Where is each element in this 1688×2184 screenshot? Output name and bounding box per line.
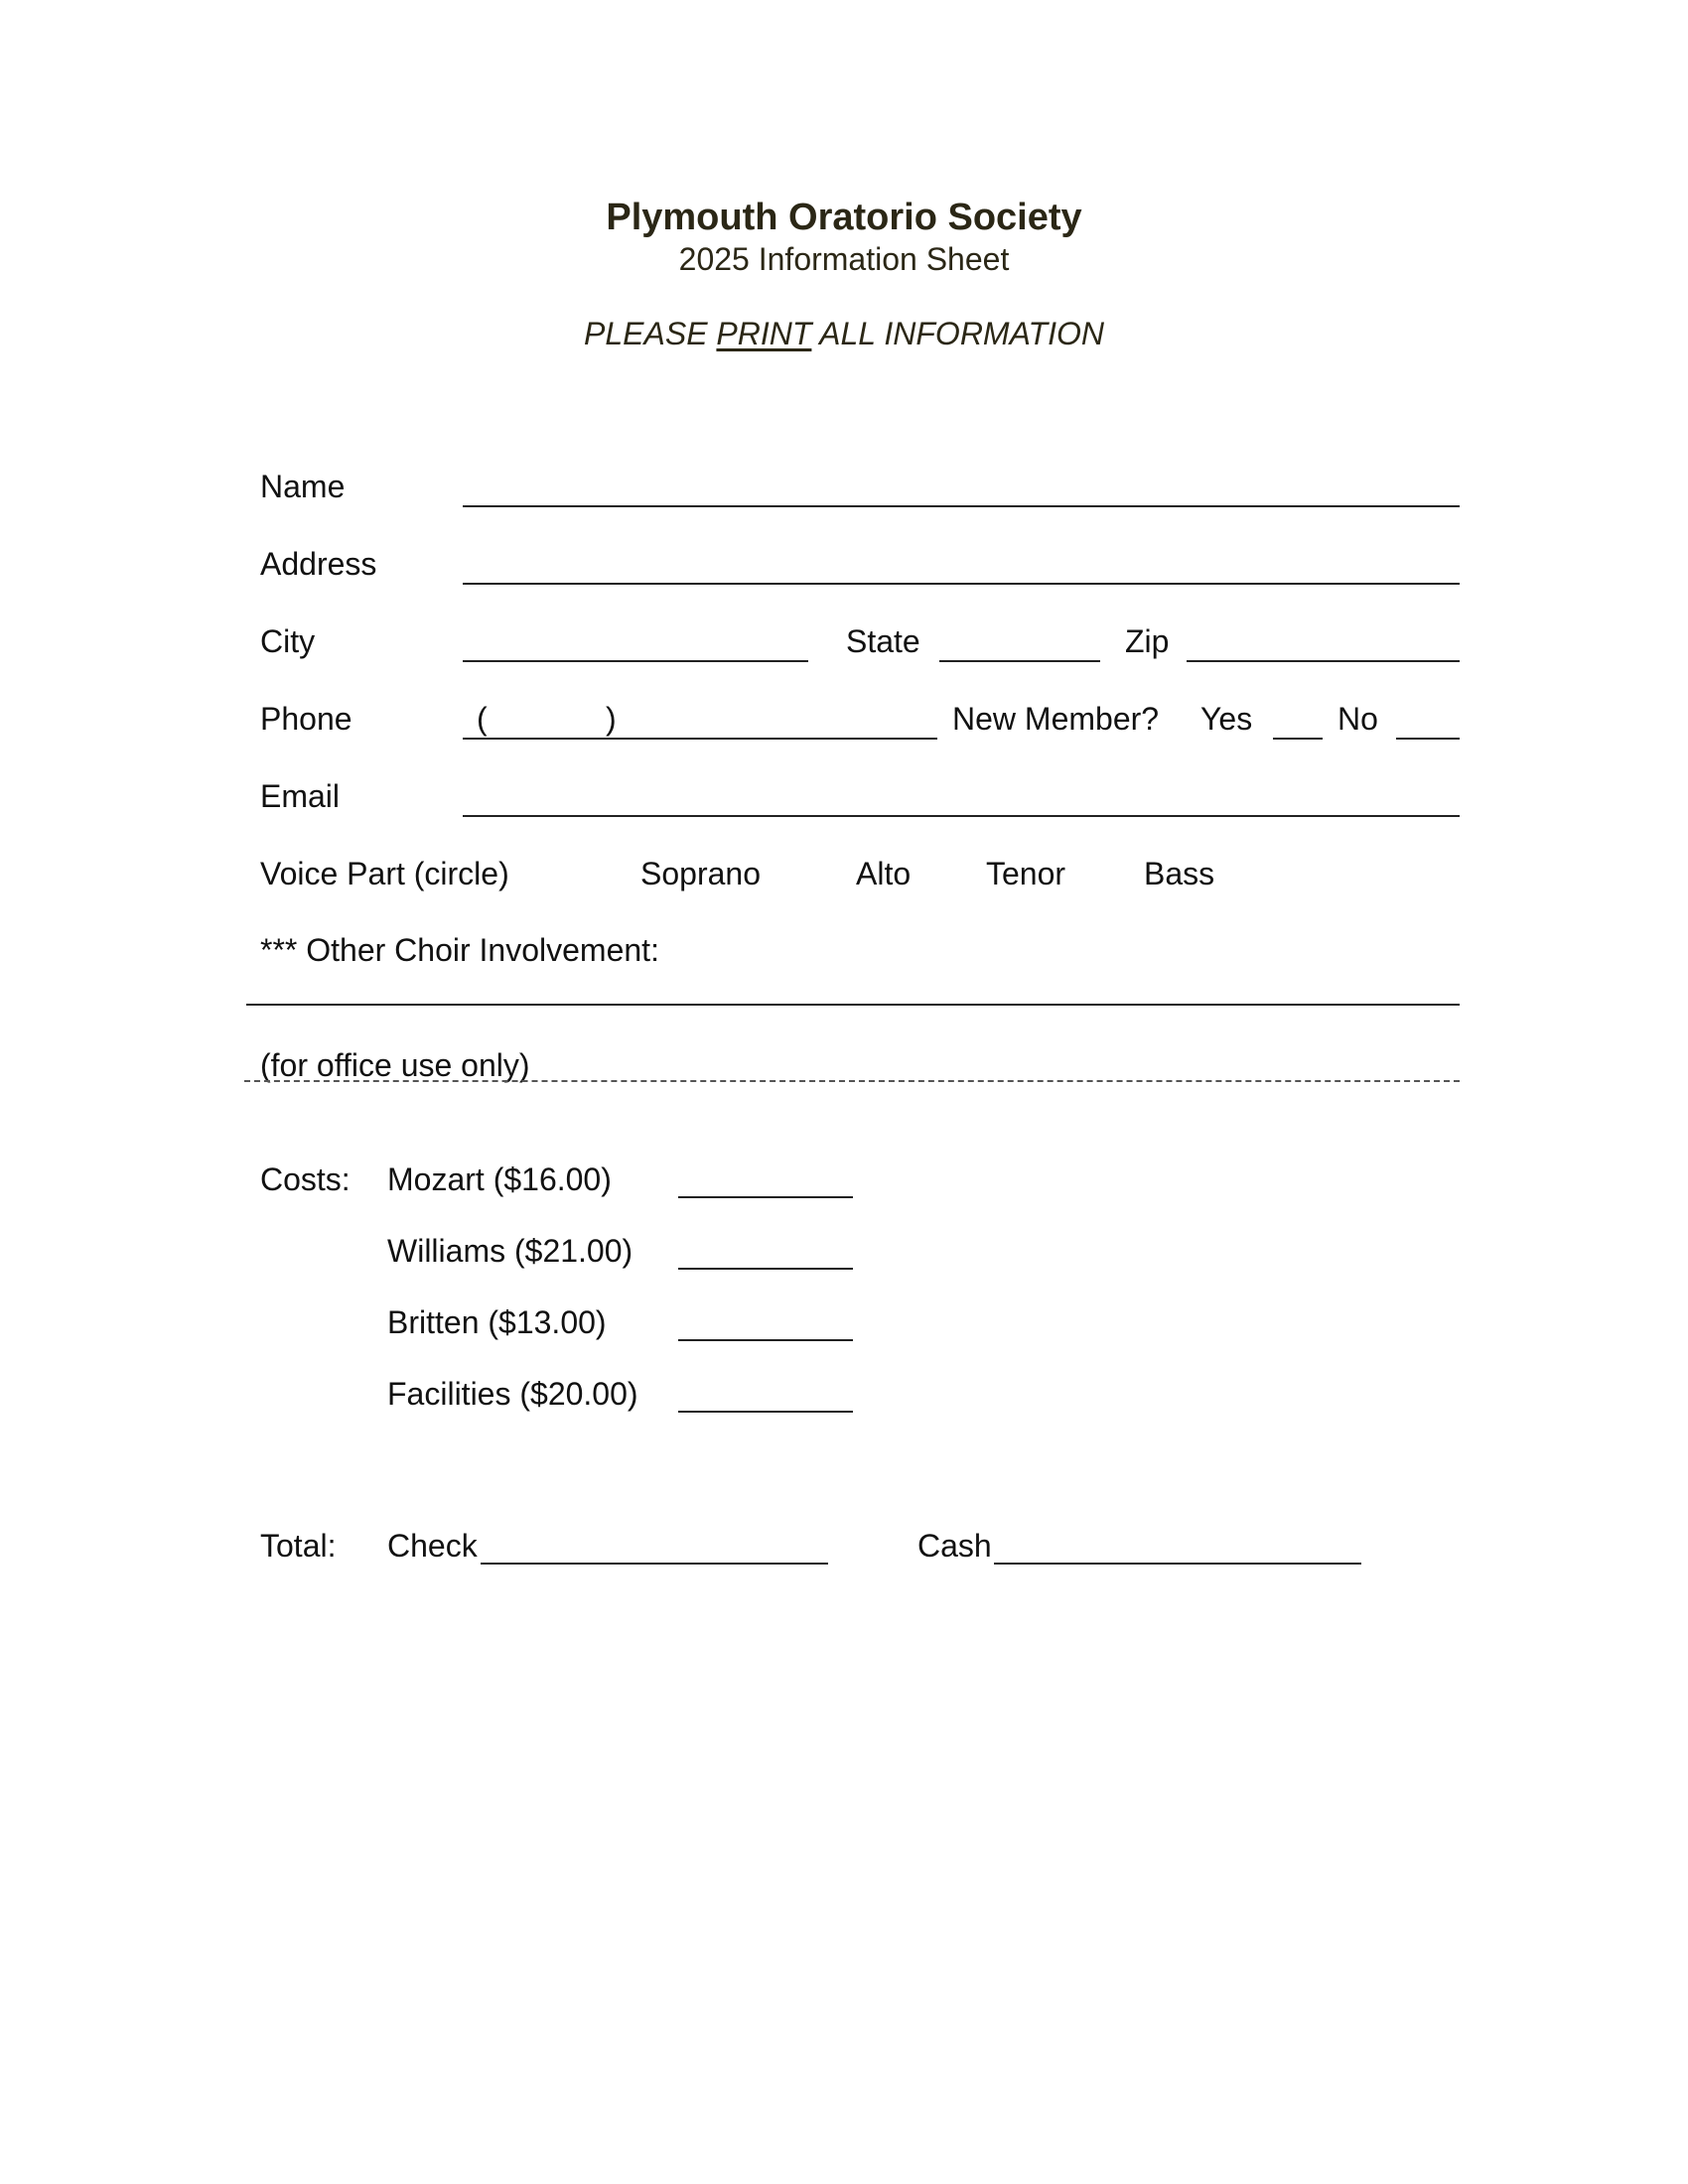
- new-member-no-line[interactable]: [1396, 738, 1460, 740]
- total-check-label: Check: [387, 1528, 478, 1564]
- cost-line-britten[interactable]: [678, 1339, 853, 1341]
- instruction-emphasis: PRINT: [716, 316, 812, 351]
- office-use-label: (for office use only): [260, 1047, 530, 1083]
- phone-area-open: (: [477, 701, 488, 737]
- voice-option-tenor[interactable]: Tenor: [986, 856, 1066, 891]
- cost-item-williams: Williams ($21.00): [387, 1233, 633, 1269]
- voice-option-bass[interactable]: Bass: [1144, 856, 1215, 891]
- address-label: Address: [260, 546, 377, 582]
- cost-line-mozart[interactable]: [678, 1196, 853, 1198]
- city-label: City: [260, 623, 316, 659]
- cost-item-facilities: Facilities ($20.00): [387, 1376, 638, 1412]
- email-label: Email: [260, 778, 341, 814]
- new-member-no-label: No: [1337, 701, 1378, 737]
- cost-line-williams[interactable]: [678, 1268, 853, 1270]
- name-field-line[interactable]: [463, 505, 1460, 507]
- new-member-yes-line[interactable]: [1273, 738, 1323, 740]
- email-field-line[interactable]: [463, 815, 1460, 817]
- total-cash-line[interactable]: [994, 1563, 1361, 1565]
- total-cash-label: Cash: [917, 1528, 992, 1564]
- instruction-post: ALL INFORMATION: [811, 316, 1104, 351]
- other-choir-line[interactable]: [246, 1004, 1460, 1006]
- cost-line-facilities[interactable]: [678, 1411, 853, 1413]
- office-use-divider: [244, 1080, 1460, 1082]
- total-check-line[interactable]: [481, 1563, 828, 1565]
- form-subtitle: 2025 Information Sheet: [678, 241, 1010, 277]
- new-member-label: New Member?: [952, 701, 1160, 737]
- voice-part-label: Voice Part (circle): [260, 856, 509, 891]
- voice-option-alto[interactable]: Alto: [856, 856, 912, 891]
- print-instruction: [0, 316, 1688, 352]
- cost-item-mozart: Mozart ($16.00): [387, 1161, 612, 1197]
- costs-label: Costs:: [260, 1161, 351, 1197]
- zip-label: Zip: [1125, 623, 1170, 659]
- new-member-yes-label: Yes: [1200, 701, 1253, 737]
- zip-field-line[interactable]: [1187, 660, 1460, 662]
- name-label: Name: [260, 469, 346, 504]
- voice-option-soprano[interactable]: Soprano: [640, 856, 761, 891]
- city-field-line[interactable]: [463, 660, 808, 662]
- instruction-pre: PLEASE: [584, 316, 717, 351]
- state-field-line[interactable]: [939, 660, 1100, 662]
- cost-item-britten: Britten ($13.00): [387, 1304, 607, 1340]
- phone-field-line[interactable]: [463, 738, 937, 740]
- other-choir-label: *** Other Choir Involvement:: [260, 932, 659, 968]
- address-field-line[interactable]: [463, 583, 1460, 585]
- form-title: Plymouth Oratorio Society: [606, 197, 1082, 238]
- total-label: Total:: [260, 1528, 337, 1564]
- state-label: State: [846, 623, 920, 659]
- phone-label: Phone: [260, 701, 352, 737]
- phone-area-close: ): [606, 701, 617, 737]
